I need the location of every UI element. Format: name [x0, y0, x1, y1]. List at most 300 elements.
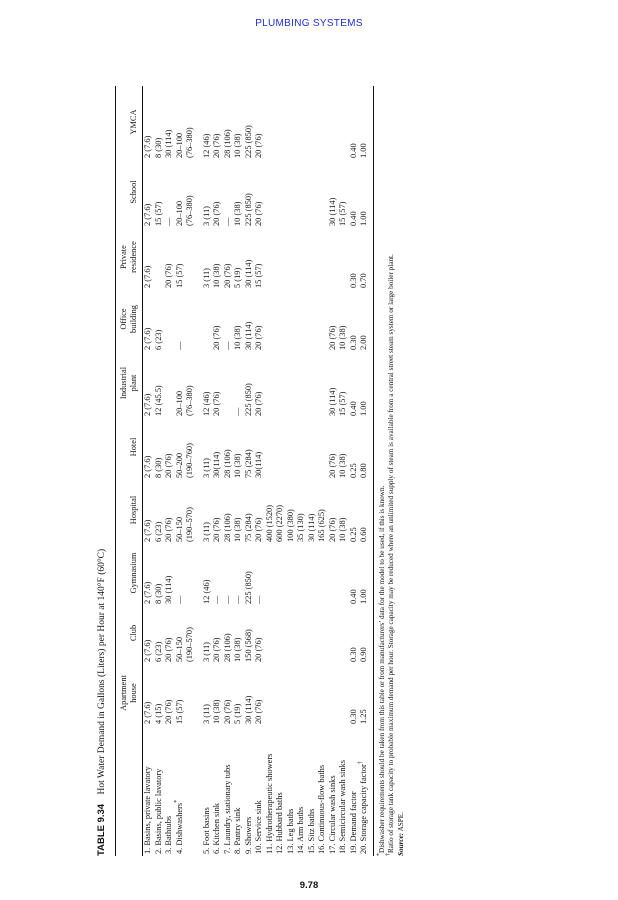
- cell-value: 3 (11): [201, 458, 211, 478]
- table-cell: [202, 604, 213, 662]
- cell-value: 2 (7.6): [143, 135, 152, 158]
- cell-value: 10 (38): [338, 453, 347, 478]
- cell-value: 0.30: [348, 647, 358, 662]
- cell-value: 12 (45.5): [153, 385, 163, 416]
- cell-value: 10 (38): [233, 201, 242, 226]
- table-cell: [359, 416, 373, 478]
- column-header: [116, 478, 143, 542]
- cell-value: 600 (2270): [275, 505, 284, 542]
- row-label: [359, 724, 373, 856]
- cell-value: 1.00: [359, 589, 368, 604]
- cell-value: —: [254, 595, 263, 604]
- table-cell: [317, 86, 328, 158]
- column-header-line1: [119, 724, 129, 856]
- table-cell: [265, 604, 276, 662]
- table-row: [275, 86, 286, 856]
- footnote-mark: *: [173, 799, 180, 803]
- table-cell: [223, 604, 234, 662]
- table-cell: [212, 416, 223, 478]
- column-header: [116, 350, 143, 416]
- cell-value: 8 (30): [153, 457, 163, 478]
- table-cell: [338, 542, 349, 604]
- table-cell: [202, 288, 213, 350]
- table-row: [254, 86, 265, 856]
- table-cell: [359, 226, 373, 288]
- column-header-line1: Private: [119, 245, 128, 269]
- cell-value: 30 (114): [243, 695, 253, 724]
- cell-value: (76–380): [185, 385, 194, 416]
- column-header: [116, 416, 143, 478]
- table-row: [244, 86, 255, 856]
- cell-value: 28 (106): [222, 129, 232, 158]
- column-header-line2: Hotel: [129, 437, 138, 457]
- cell-value: 10 (38): [338, 325, 347, 350]
- table-cell: [307, 604, 318, 662]
- table-cell: [349, 604, 360, 662]
- cell-value: 20 (76): [212, 517, 221, 542]
- table-row: [359, 86, 373, 856]
- column-header-line1: [119, 604, 129, 662]
- row-label: [275, 724, 286, 856]
- table-cell: [233, 416, 244, 478]
- cell-value: 10 (38): [233, 637, 242, 662]
- cell-value: 150 (568): [243, 629, 253, 662]
- table-cell: [154, 662, 165, 724]
- table-cell: [254, 478, 265, 542]
- cell-value: 2 (7.6): [143, 455, 152, 478]
- table-cell: [233, 662, 244, 724]
- table-row: [307, 86, 318, 856]
- cell-value: —: [174, 341, 184, 350]
- cell-value: 165 (625): [317, 509, 326, 542]
- cell-value: 10 (38): [233, 133, 242, 158]
- table-cell: [275, 542, 286, 604]
- cell-value: 0.70: [359, 273, 368, 288]
- table-cell: [307, 350, 318, 416]
- cell-value: 20 (76): [254, 517, 263, 542]
- table-cell: [212, 604, 223, 662]
- table-cell: [275, 662, 286, 724]
- table-cell: [328, 350, 339, 416]
- table-cell: [143, 662, 154, 724]
- hot-water-demand-table: [116, 86, 373, 856]
- cell-value: 1.00: [359, 211, 368, 226]
- table-cell: [223, 226, 234, 288]
- row-label: [212, 724, 223, 856]
- table-cell: [202, 226, 213, 288]
- table-row: [223, 86, 234, 856]
- table-cell: [265, 158, 276, 226]
- row-label-text: 5. Foot basins: [201, 807, 211, 854]
- cell-value: 3 (11): [201, 268, 211, 288]
- cell-value: —: [164, 217, 173, 226]
- column-header: [116, 226, 143, 288]
- cell-value: 2 (7.6): [143, 327, 152, 350]
- table-cell: [317, 288, 328, 350]
- table-cell: [338, 604, 349, 662]
- row-label-text: 2. Basins, public lavatory: [153, 768, 163, 854]
- row-label-text: 15. Sitz baths: [306, 808, 316, 854]
- cell-value: 0.25: [348, 463, 358, 478]
- table-cell: [143, 416, 154, 478]
- table-cell: [307, 158, 318, 226]
- row-label: [338, 724, 349, 856]
- table-cell: [254, 158, 265, 226]
- table-row: [317, 86, 328, 856]
- table-title: Hot Water Demand in Gallons (Liters) per Hour at 140°F (60°C): [97, 548, 107, 795]
- table-cell: [212, 226, 223, 288]
- cell-value: 0.40: [348, 211, 358, 226]
- cell-value: 10 (38): [212, 699, 221, 724]
- table-cell: [244, 288, 255, 350]
- table-cell: [154, 86, 165, 158]
- cell-value: 10 (38): [338, 517, 347, 542]
- table-cell: [175, 350, 196, 416]
- running-head: PLUMBING SYSTEMS: [255, 18, 363, 29]
- cell-value: 20 (76): [254, 133, 263, 158]
- cell-value: 20 (76): [164, 637, 173, 662]
- table-row: [286, 86, 297, 856]
- table-cell: [244, 662, 255, 724]
- column-header-line2: School: [129, 180, 138, 204]
- table-cell: [202, 158, 213, 226]
- table-cell: [359, 478, 373, 542]
- row-label: [223, 724, 234, 856]
- table-cell: [275, 226, 286, 288]
- column-header: [116, 288, 143, 350]
- column-header: [116, 662, 143, 724]
- column-header: [116, 724, 143, 856]
- table-cell: [359, 86, 373, 158]
- column-header: [116, 86, 143, 158]
- row-label-text: 19. Demand factor: [348, 791, 358, 854]
- cell-value: 30 (114): [164, 575, 173, 604]
- cell-value: 100 (380): [285, 509, 295, 542]
- table-row: [154, 86, 165, 856]
- table-cell: [175, 158, 196, 226]
- table-cell: [286, 288, 297, 350]
- table-cell: [223, 542, 234, 604]
- row-label-text: 12. Hubbard baths: [275, 792, 284, 854]
- table-cell: [254, 226, 265, 288]
- cell-value: (76–380): [185, 195, 194, 226]
- table-cell: [359, 288, 373, 350]
- row-label: [175, 724, 196, 856]
- table-cell: [244, 158, 255, 226]
- row-label-text: 18. Semicircular wash sinks: [338, 760, 347, 854]
- table-cell: [349, 288, 360, 350]
- cell-value: 30(114): [212, 451, 221, 478]
- table-cell: [233, 478, 244, 542]
- table-cell: [286, 662, 297, 724]
- cell-value: 50–150: [174, 636, 184, 662]
- row-label-text: 10. Service sink: [254, 800, 263, 854]
- table-cell: [233, 86, 244, 158]
- cell-value: 6 (23): [153, 329, 163, 350]
- table-caption: [96, 86, 110, 856]
- cell-value: 30 (114): [164, 129, 173, 158]
- table-cell: [154, 478, 165, 542]
- table-cell: [164, 350, 175, 416]
- row-label: [317, 724, 328, 856]
- table-cell: [359, 350, 373, 416]
- table-cell: [164, 604, 175, 662]
- cell-value: 28 (106): [222, 449, 232, 478]
- row-label: [307, 724, 318, 856]
- table-cell: [328, 604, 339, 662]
- cell-value: 2 (7.6): [143, 203, 152, 226]
- table-cell: [286, 542, 297, 604]
- table-cell: [143, 288, 154, 350]
- table-cell: [338, 662, 349, 724]
- table-cell: [233, 158, 244, 226]
- cell-value: 15 (57): [254, 263, 263, 288]
- cell-value: —: [222, 341, 232, 350]
- row-label-text: 3. Bathtubs: [164, 815, 173, 854]
- footnote-mark: *: [376, 853, 383, 856]
- cell-value: 6 (23): [153, 641, 163, 662]
- table-cell: [359, 542, 373, 604]
- table-number: TABLE 9.34: [96, 803, 107, 856]
- cell-value: —: [174, 595, 184, 604]
- cell-value: 0.25: [348, 527, 358, 542]
- table-cell: [233, 350, 244, 416]
- table-cell: [164, 542, 175, 604]
- table-cell: [233, 226, 244, 288]
- cell-value: 15 (57): [153, 201, 163, 226]
- cell-value: 20 (76): [212, 201, 221, 226]
- column-header-line1: Industrial: [119, 366, 128, 400]
- row-label-text: 6. Kitchen sink: [212, 803, 221, 854]
- table-cell: [154, 158, 165, 226]
- cell-value: 20 (76): [254, 637, 263, 662]
- cell-value: 30(114): [254, 451, 263, 478]
- column-header-line2: Hospital: [129, 495, 138, 525]
- table-cell: [202, 350, 213, 416]
- footnote-text: Dishwasher requirements should be taken from this table or from manufacturers’ data for the model to be used, if this is known.: [377, 485, 386, 853]
- bottom-rule: [373, 86, 374, 856]
- table-cell: [164, 662, 175, 724]
- table-cell: [254, 542, 265, 604]
- cell-value: 1.00: [359, 143, 368, 158]
- cell-value: 10 (38): [233, 453, 242, 478]
- table-cell: [143, 604, 154, 662]
- cell-value: 30 (114): [306, 513, 316, 542]
- table-cell: [202, 86, 213, 158]
- table-cell: [164, 478, 175, 542]
- cell-value: 225 (850): [243, 125, 253, 158]
- cell-value: (190–570): [185, 627, 194, 662]
- cell-value: 20 (76): [212, 325, 221, 350]
- column-header-line1: [119, 542, 129, 604]
- table-cell: [254, 662, 265, 724]
- cell-value: 20 (76): [327, 453, 337, 478]
- cell-value: 0.40: [348, 589, 358, 604]
- table-cell: [296, 226, 307, 288]
- table-cell: [223, 350, 234, 416]
- table-cell: [307, 288, 318, 350]
- row-label-text: 14. Arm baths: [296, 806, 305, 854]
- cell-value: 2.00: [359, 335, 368, 350]
- cell-value: 28 (106): [222, 633, 232, 662]
- table-cell: [286, 416, 297, 478]
- table-cell: [307, 542, 318, 604]
- table-cell: [254, 350, 265, 416]
- column-header-line1: Apartment: [119, 675, 128, 711]
- cell-value: —: [233, 595, 242, 604]
- cell-value: 20 (76): [164, 263, 173, 288]
- row-label: [202, 724, 213, 856]
- table-cell: [349, 158, 360, 226]
- table-cell: [317, 350, 328, 416]
- table-row: [265, 86, 276, 856]
- row-label-text: 11. Hydrotherapeutic showers: [264, 753, 274, 854]
- row-label: [143, 724, 154, 856]
- cell-value: 2 (7.6): [143, 639, 152, 662]
- table-cell: [233, 288, 244, 350]
- table-cell: [212, 478, 223, 542]
- table-cell: [296, 478, 307, 542]
- table-cell: [328, 158, 339, 226]
- table-cell: [275, 416, 286, 478]
- cell-value: 20–100: [174, 390, 184, 416]
- table-cell: [202, 478, 213, 542]
- cell-value: —: [212, 595, 221, 604]
- table-cell: [349, 542, 360, 604]
- cell-value: 3 (11): [201, 642, 211, 662]
- table-cell: [175, 604, 196, 662]
- source-text: ASPE.: [396, 812, 405, 832]
- row-label-text: 1. Basins, private lavatory: [143, 766, 152, 854]
- row-label: [154, 724, 165, 856]
- cell-value: 2 (7.6): [143, 265, 152, 288]
- cell-value: 2 (7.6): [143, 393, 152, 416]
- table-cell: [296, 350, 307, 416]
- table-cell: [254, 86, 265, 158]
- cell-value: 28 (106): [222, 513, 232, 542]
- table-source: [397, 86, 407, 856]
- cell-value: 2 (7.6): [143, 581, 152, 604]
- table-cell: [265, 350, 276, 416]
- table-cell: [349, 416, 360, 478]
- table-cell: [328, 662, 339, 724]
- row-label-text: 4. Dishwashers: [174, 802, 184, 854]
- cell-value: 15 (57): [338, 391, 347, 416]
- cell-value: 3 (11): [201, 704, 211, 724]
- column-header-line2: plant: [129, 374, 138, 392]
- cell-value: 35 (130): [296, 513, 305, 542]
- table-cell: [143, 542, 154, 604]
- cell-value: 75 (284): [243, 449, 253, 478]
- cell-value: —: [233, 407, 242, 416]
- table-cell: [244, 86, 255, 158]
- table-cell: [307, 478, 318, 542]
- footnote-mark: †: [358, 761, 365, 765]
- table-cell: [265, 542, 276, 604]
- table-cell: [175, 662, 196, 724]
- table-row: [233, 86, 244, 856]
- cell-value: (76–380): [185, 127, 194, 158]
- table-cell: [265, 86, 276, 158]
- cell-value: (190–760): [185, 443, 194, 478]
- cell-value: 15 (57): [338, 201, 347, 226]
- table-row: [143, 86, 154, 856]
- cell-value: 75 (284): [243, 513, 253, 542]
- cell-value: 5 (19): [233, 267, 242, 288]
- cell-value: 8 (30): [153, 137, 163, 158]
- table-cell: [265, 478, 276, 542]
- table-cell: [275, 478, 286, 542]
- cell-value: 20 (76): [222, 263, 232, 288]
- table-cell: [223, 288, 234, 350]
- table-row: [202, 86, 213, 856]
- cell-value: 225 (850): [243, 571, 253, 604]
- cell-value: 20 (76): [254, 391, 263, 416]
- table-cell: [223, 416, 234, 478]
- cell-value: 30 (114): [327, 387, 337, 416]
- table-cell: [359, 604, 373, 662]
- table-cell: [202, 662, 213, 724]
- table-cell: [154, 416, 165, 478]
- cell-value: 3 (11): [201, 522, 211, 542]
- table-cell: [154, 350, 165, 416]
- table-cell: [154, 542, 165, 604]
- table-cell: [175, 478, 196, 542]
- table-cell: [175, 288, 196, 350]
- cell-value: 5 (19): [233, 703, 242, 724]
- table-row: [175, 86, 196, 856]
- table-cell: [338, 416, 349, 478]
- table-cell: [275, 288, 286, 350]
- table-cell: [265, 416, 276, 478]
- table-row: [328, 86, 339, 856]
- table-cell: [296, 662, 307, 724]
- table-cell: [244, 542, 255, 604]
- row-label: [164, 724, 175, 856]
- table-cell: [286, 226, 297, 288]
- table-cell: [175, 542, 196, 604]
- table-cell: [296, 542, 307, 604]
- table-row: [212, 86, 223, 856]
- table-cell: [154, 226, 165, 288]
- table-cell: [296, 86, 307, 158]
- cell-value: 50–200: [174, 452, 184, 478]
- table-cell: [317, 542, 328, 604]
- cell-value: 10 (38): [212, 263, 221, 288]
- table-cell: [286, 478, 297, 542]
- table-cell: [265, 226, 276, 288]
- table-cell: [212, 662, 223, 724]
- table-cell: [244, 604, 255, 662]
- table-cell: [244, 416, 255, 478]
- table-cell: [317, 158, 328, 226]
- column-header-line1: [119, 86, 129, 158]
- table-cell: [244, 350, 255, 416]
- cell-value: 400 (1520): [264, 505, 274, 542]
- cell-value: 12 (46): [201, 391, 211, 416]
- column-header-line1: [119, 416, 129, 478]
- table-cell: [328, 226, 339, 288]
- row-label: [244, 724, 255, 856]
- table-cell: [254, 288, 265, 350]
- table-cell: [275, 158, 286, 226]
- table-cell: [286, 86, 297, 158]
- cell-value: 15 (57): [174, 263, 184, 288]
- table-cell: [328, 416, 339, 478]
- column-header-line2: house: [129, 683, 138, 703]
- row-label-text: 17. Circular wash sinks: [327, 775, 337, 854]
- cell-value: 20 (76): [254, 201, 263, 226]
